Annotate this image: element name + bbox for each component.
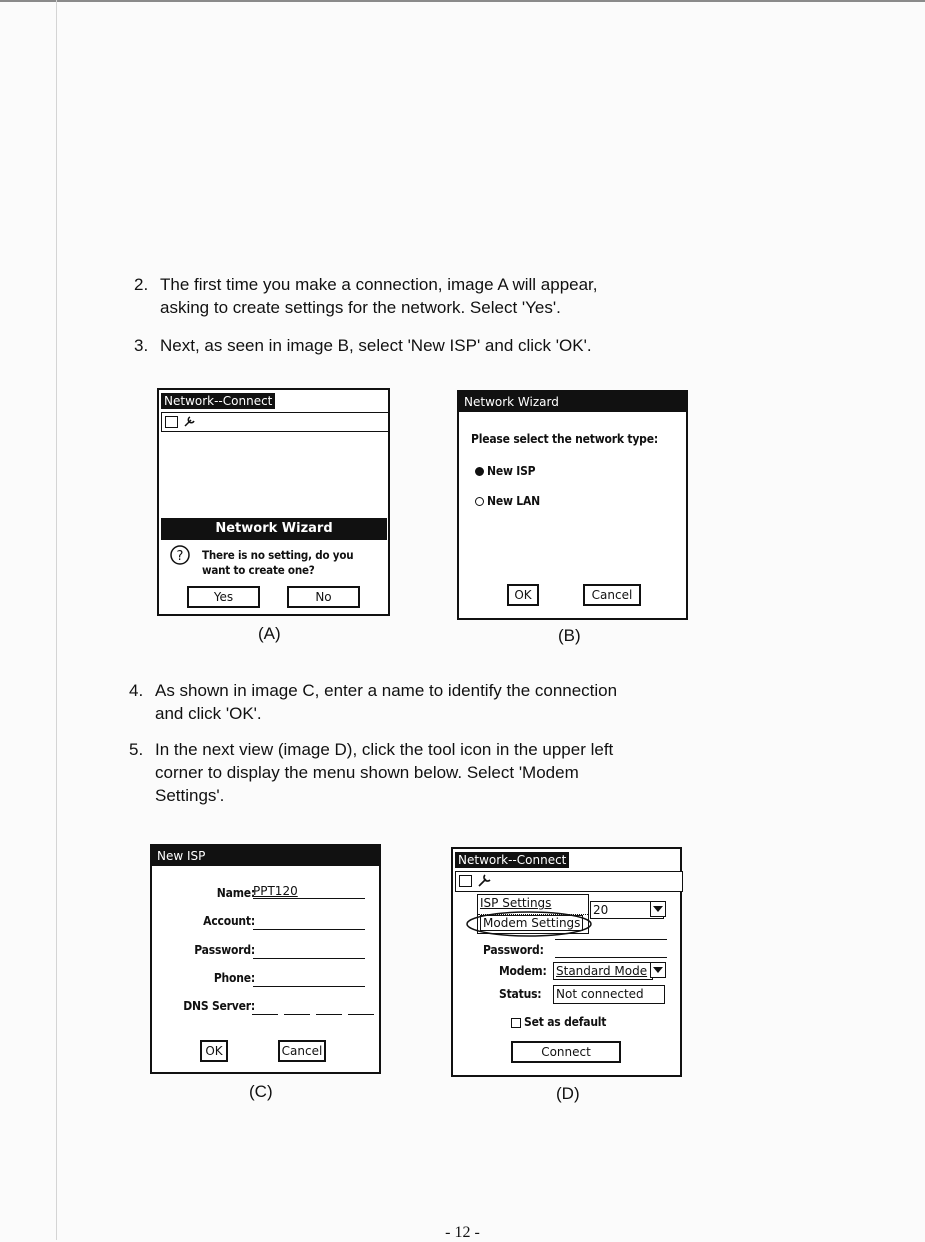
dropdown-arrow-icon[interactable] xyxy=(650,962,666,978)
step-line: asking to create settings for the network. Select 'Yes'. xyxy=(160,298,561,317)
left-margin-line xyxy=(56,0,57,1240)
page-icon[interactable] xyxy=(459,875,472,887)
image-a xyxy=(157,388,392,620)
svg-text:?: ? xyxy=(176,549,184,564)
step-text xyxy=(155,738,715,807)
ok-button[interactable]: OK xyxy=(507,584,539,606)
window-title: Network--Connect xyxy=(455,852,569,868)
dns-label: DNS Server: xyxy=(183,999,255,1013)
image-b xyxy=(457,390,692,622)
radio-label: New LAN xyxy=(487,494,540,508)
type-prompt: Please select the network type: xyxy=(471,432,658,446)
step-text xyxy=(155,679,617,725)
image-d xyxy=(451,847,686,1079)
no-button[interactable]: No xyxy=(287,586,360,608)
modem-select[interactable]: Standard Mode xyxy=(553,962,653,980)
step-line: In the next view (image D), click the tool icon in the upper left xyxy=(155,740,614,759)
status-value: Not connected xyxy=(553,985,665,1004)
account-label: Account: xyxy=(203,914,255,928)
tool-icon[interactable] xyxy=(476,873,492,889)
dropdown-arrow-icon[interactable] xyxy=(650,901,666,917)
window-title: Network Wizard xyxy=(461,394,562,410)
dialog-title: Network Wizard xyxy=(161,518,387,540)
highlight-oval xyxy=(465,909,593,939)
question-icon xyxy=(169,544,191,566)
step-number: 3. xyxy=(134,336,149,355)
name-value: PPT120 xyxy=(253,884,298,898)
ok-button[interactable]: OK xyxy=(200,1040,228,1062)
radio-selected-icon[interactable] xyxy=(475,467,484,476)
page-icon[interactable] xyxy=(165,416,178,428)
step-line: corner to display the menu shown below. Select 'Modem xyxy=(155,763,579,782)
caption-d: (D) xyxy=(556,1084,580,1103)
partial-field[interactable]: 20 xyxy=(590,901,664,919)
step-line: As shown in image C, enter a name to identify the connection xyxy=(155,681,618,700)
account-field[interactable] xyxy=(555,939,667,940)
password-field[interactable] xyxy=(555,957,667,958)
cancel-button[interactable]: Cancel xyxy=(278,1040,326,1062)
name-label: Name: xyxy=(216,886,255,900)
caption-c: (C) xyxy=(249,1082,273,1101)
message-line: There is no setting, do you xyxy=(202,548,354,562)
account-field[interactable] xyxy=(253,929,365,930)
toolbar xyxy=(161,412,389,432)
password-label: Password: xyxy=(194,943,255,957)
checkbox-icon[interactable] xyxy=(511,1018,521,1028)
step-number: 2. xyxy=(134,275,149,294)
modem-label: Modem: xyxy=(499,964,547,978)
window-frame xyxy=(150,844,381,1074)
phone-label: Phone: xyxy=(213,971,255,985)
password-label: Password: xyxy=(483,943,544,957)
radio-label: New ISP xyxy=(487,464,536,478)
step-line: Settings'. xyxy=(155,786,225,805)
step-line: The first time you make a connection, image A will appear, xyxy=(160,275,598,294)
radio-unselected-icon[interactable] xyxy=(475,497,484,506)
password-field[interactable] xyxy=(253,958,365,959)
window-title: New ISP xyxy=(154,848,208,864)
step-line: and click 'OK'. xyxy=(155,704,262,723)
page-number: - 12 - xyxy=(445,1224,480,1241)
message-line: want to create one? xyxy=(202,563,315,577)
name-field[interactable] xyxy=(253,884,365,899)
caption-a: (A) xyxy=(258,624,281,643)
phone-field[interactable] xyxy=(253,986,365,987)
dialog-message xyxy=(202,548,353,578)
menu-item-modem-settings[interactable]: Modem Settings xyxy=(480,915,583,931)
tool-icon[interactable] xyxy=(182,415,196,429)
top-rule xyxy=(0,0,925,2)
checkbox-label: Set as default xyxy=(524,1015,607,1029)
connect-button[interactable]: Connect xyxy=(511,1041,621,1063)
step-text: Next, as seen in image B, select 'New ISP' and click 'OK'. xyxy=(160,336,592,355)
toolbar xyxy=(455,871,683,892)
status-label: Status: xyxy=(499,987,542,1001)
window-title: Network--Connect xyxy=(161,393,275,409)
menu-item-isp-settings[interactable]: ISP Settings xyxy=(480,896,552,910)
yes-button[interactable]: Yes xyxy=(187,586,260,608)
step-text xyxy=(160,273,726,319)
step-number: 4. xyxy=(129,681,144,700)
step-number: 5. xyxy=(129,740,144,759)
cancel-button[interactable]: Cancel xyxy=(583,584,641,606)
image-c xyxy=(150,844,385,1076)
caption-b: (B) xyxy=(558,626,581,645)
